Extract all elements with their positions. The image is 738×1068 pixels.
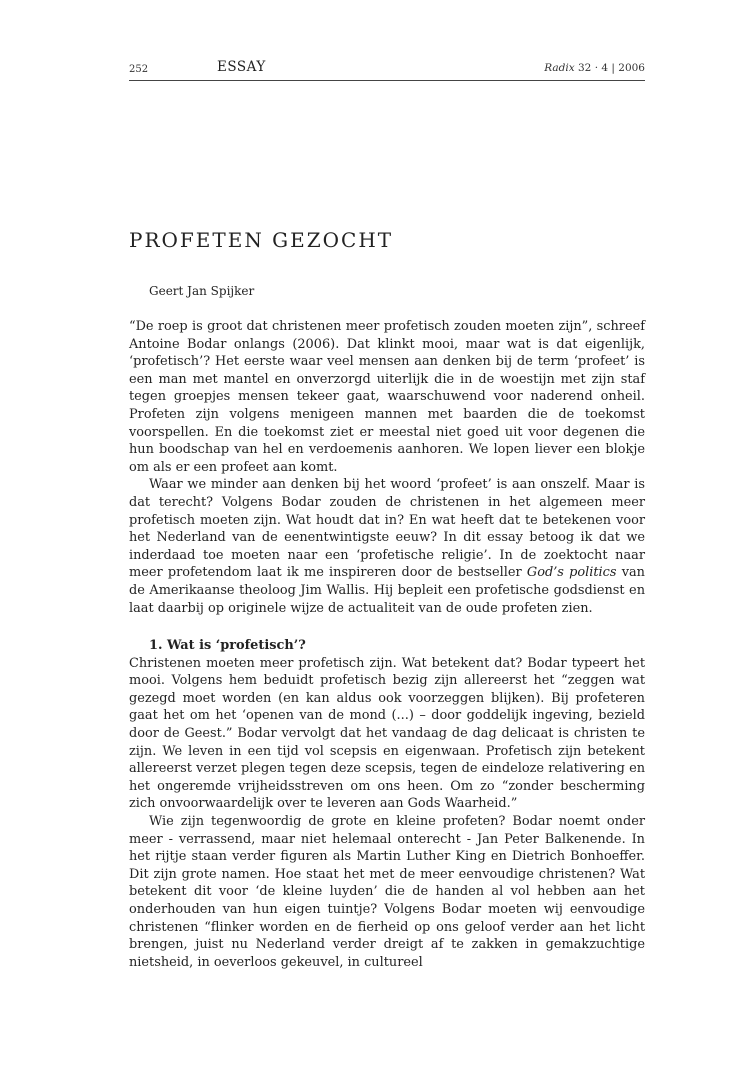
journal-name: Radix bbox=[544, 62, 575, 74]
page-number: 252 bbox=[129, 64, 149, 75]
running-title bbox=[544, 62, 645, 74]
running-header bbox=[129, 58, 645, 81]
paragraph-3: Christenen moeten meer profetisch zijn. Wat betekent dat? Bodar typeert het mooi. Volgens hem beduidt profetisch bezig zijn allereerst het “zeggen wat gezegd moet worden (en kan aldus ook voorzeggen blijken). Bij profeteren gaat het om het ‘openen van de mond (...) – door goddelijk ingeving, bezield door de Geest.” Bodar vervolgt dat het vandaag de dag delicaat is christen te zijn. We leven in een tijd vol scepsis en eigenwaan. Profetisch zijn betekent allereerst verzet plegen tegen deze scepsis, tegen de eindeloze relativering en het ongeremde vrijheidsstreven om ons heen. Om zo “zonder bescherming zich onvoorwaardelijk over te leveren aan Gods Waarheid.” bbox=[129, 655, 645, 812]
paragraph-4: Wie zijn tegenwoordig de grote en kleine profeten? Bodar noemt onder meer - verrassend, maar niet helemaal onterecht - Jan Peter Balkenende. In het rijtje staan verder figuren als Martin Luther King en Dietrich Bonhoeffer. Dit zijn grote namen. Hoe staat het met de meer eenvoudige christenen? Wat betekent dit voor ‘de kleine luyden’ die de handen al vol hebben aan het onderhouden van hun eigen tuintje? Volgens Bodar moeten wij eenvoudige christenen “flinker worden en de fierheid op ons geloof verder aan het licht brengen, juist nu Nederland verder dreigt af te zakken in gemakzuchtige nietsheid, in oeverloos gekeuvel, in cultureel bbox=[129, 814, 645, 970]
paragraph-1: “De roep is groot dat christenen meer profetisch zouden moeten zijn”, schreef Antoine Bodar onlangs (2006). Dat klinkt mooi, maar wat is dat eigenlijk, ‘profetisch’? Het eerste waar veel mensen aan denken bij de term ‘profeet’ is een man met mantel en onverzorgd uiterlijk die in de woestijn met zijn staf tegen groepjes mensen tekeer gaat, waarschuwend voor naderend onheil. Profeten zijn volgens menigeen mannen met baarden die de toekomst voorspellen. En die toekomst ziet er meestal niet goed uit voor degenen die hun boodschap van hel en verdoemenis aanhoren. We lopen liever een blokje om als er een profeet aan komt. bbox=[129, 319, 645, 475]
article-body bbox=[129, 318, 645, 971]
paragraph-2-text-a: Waar we minder aan denken bij het woord ‘profeet’ is aan onszelf. Maar is dat terecht? Volgens Bodar zouden de christenen in het algemeen meer profetisch moeten zijn. Wat houdt dat in? En wat heeft dat te betekenen voor het Nederland van de eenentwintigste eeuw? In dit essay betoog ik dat we inderdaad toe moeten naar een ‘profetische religie’. In de zoektocht naar meer profetendom laat ik me inspireren door de bestseller bbox=[129, 477, 645, 581]
section-heading-1: 1. Wat is ‘profetisch’? bbox=[149, 638, 306, 654]
author-name: Geert Jan Spijker bbox=[149, 284, 255, 298]
issue-info: 32 · 4 | 2006 bbox=[578, 62, 645, 74]
paragraph-2-text-b: van de Amerikaanse theoloog Jim Wallis. Hij bepleit een profetische godsdienst en laat daarbij op originele wijze de actualiteit van de oude profeten zien. bbox=[129, 565, 645, 616]
book-title: God’s politics bbox=[526, 565, 617, 581]
paragraph-2 bbox=[129, 476, 645, 617]
section-label: ESSAY bbox=[217, 59, 266, 75]
article-title: PROFETEN GEZOCHT bbox=[129, 228, 394, 252]
